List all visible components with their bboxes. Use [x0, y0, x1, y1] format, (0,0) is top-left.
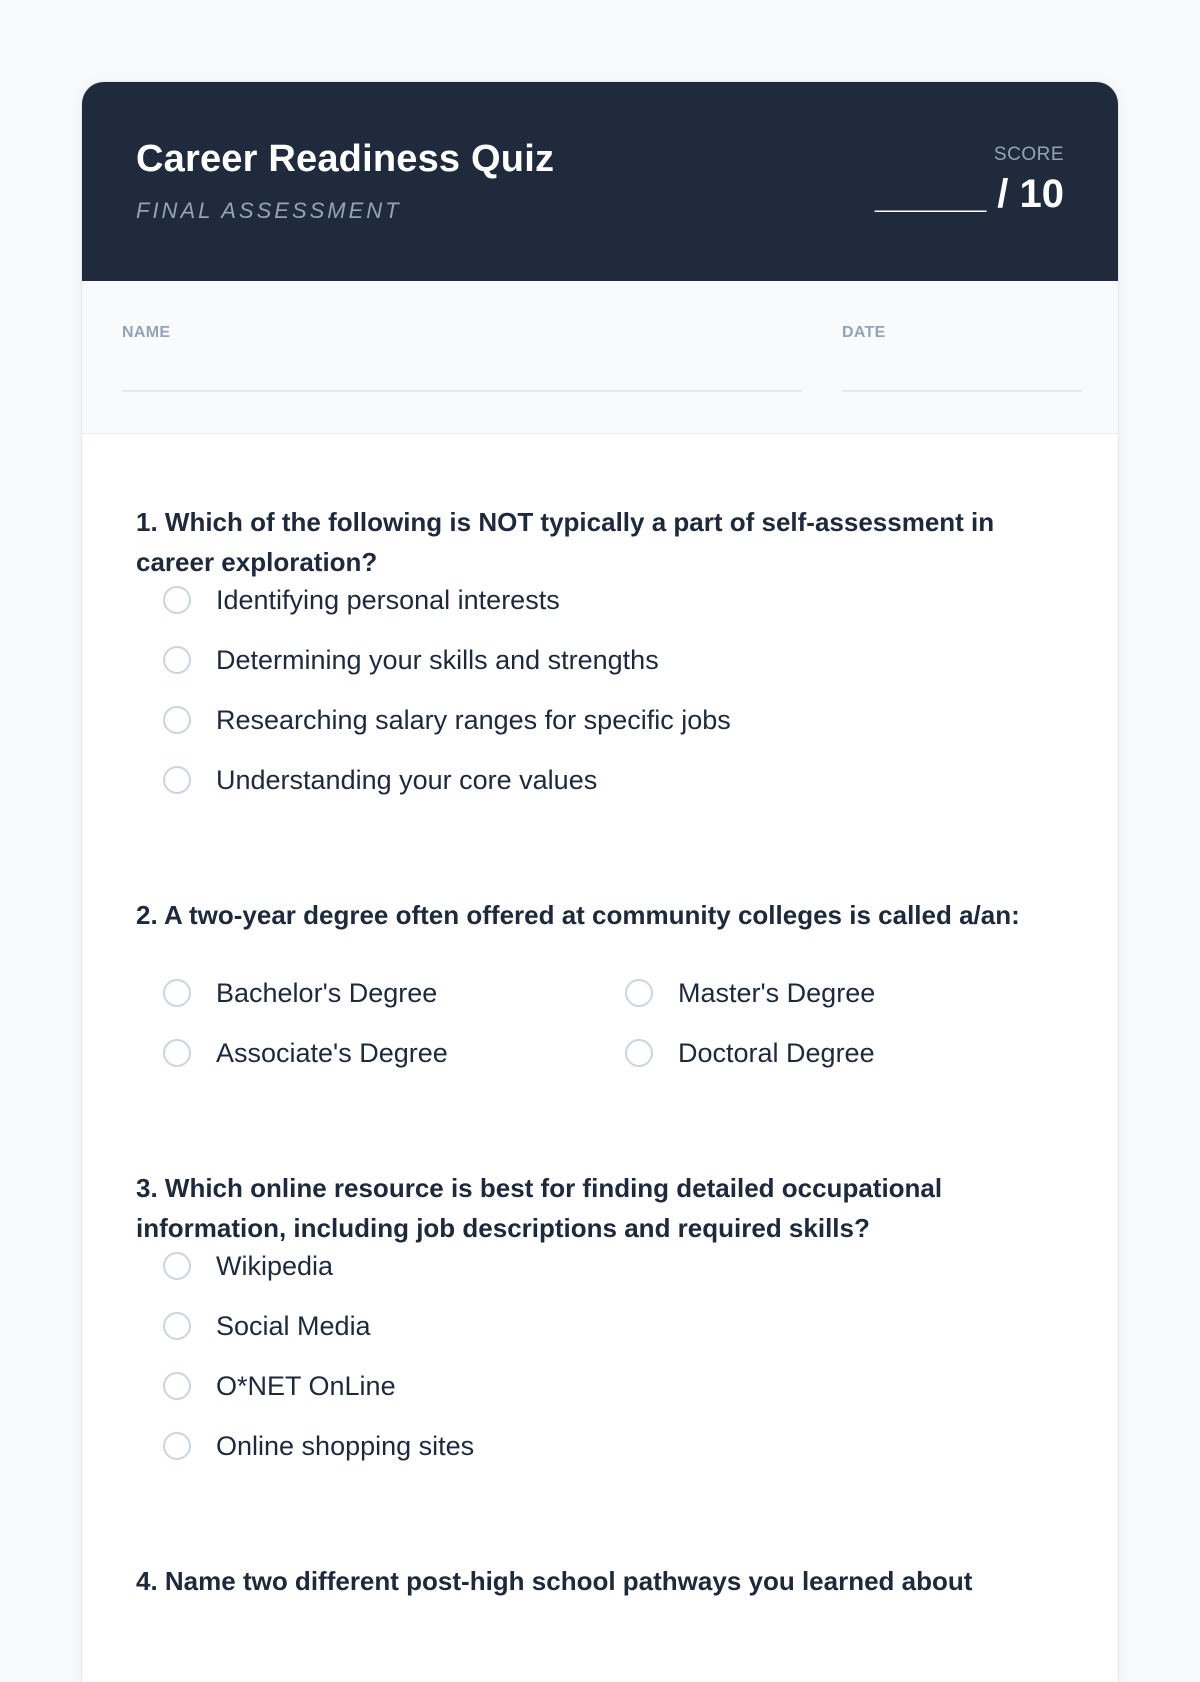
radio-button[interactable]: [163, 1372, 191, 1400]
question-3-option-a[interactable]: [163, 1246, 333, 1286]
radio-button[interactable]: [625, 979, 653, 1007]
name-input-line[interactable]: [122, 390, 802, 392]
question-1-option-d[interactable]: [163, 760, 597, 800]
date-label: DATE: [842, 324, 886, 341]
question-3-option-c[interactable]: [163, 1366, 396, 1406]
option-label: Doctoral Degree: [678, 1037, 875, 1068]
option-label: O*NET OnLine: [216, 1370, 396, 1401]
option-label: Researching salary ranges for specific jobs: [216, 704, 731, 735]
option-label: Wikipedia: [216, 1250, 334, 1281]
student-info-section: [82, 281, 1118, 434]
radio-button[interactable]: [625, 1039, 653, 1067]
radio-button[interactable]: [163, 979, 191, 1007]
option-label: Identifying personal interests: [216, 584, 560, 615]
option-label: Determining your skills and strengths: [216, 644, 659, 675]
quiz-header: [82, 82, 1118, 281]
date-input-line[interactable]: [842, 390, 1082, 392]
question-1-option-a[interactable]: [163, 580, 560, 620]
radio-button[interactable]: [163, 1312, 191, 1340]
question-2-option-d[interactable]: [625, 1033, 875, 1073]
radio-button[interactable]: [163, 1432, 191, 1460]
option-label: Master's Degree: [678, 977, 876, 1008]
question-2-option-c[interactable]: [163, 1033, 448, 1073]
question-3-option-b[interactable]: [163, 1306, 371, 1346]
question-2-option-b[interactable]: [625, 973, 875, 1013]
quiz-subtitle: FINAL ASSESSMENT: [136, 198, 402, 223]
radio-button[interactable]: [163, 706, 191, 734]
question-2-option-a[interactable]: [163, 973, 437, 1013]
name-label: NAME: [122, 324, 171, 341]
question-1-text: 1. Which of the following is NOT typically a part of self-assessment in career exploration?: [136, 507, 995, 577]
question-4-text: 4. Name two different post-high school pathways you learned about: [136, 1566, 973, 1596]
radio-button[interactable]: [163, 1039, 191, 1067]
question-3-text: 3. Which online resource is best for finding detailed occupational information, including job descriptions and required skills?: [136, 1173, 943, 1243]
radio-button[interactable]: [163, 646, 191, 674]
score-value: _____ / 10: [874, 172, 1064, 216]
option-label: Associate's Degree: [216, 1037, 448, 1068]
option-label: Social Media: [216, 1310, 371, 1341]
score-label: SCORE: [993, 144, 1064, 165]
question-2-text: 2. A two-year degree often offered at community colleges is called a/an:: [136, 900, 1020, 930]
quiz-card: [82, 82, 1118, 1682]
radio-button[interactable]: [163, 766, 191, 794]
question-1-option-c[interactable]: [163, 700, 731, 740]
radio-button[interactable]: [163, 586, 191, 614]
question-1-option-b[interactable]: [163, 640, 659, 680]
quiz-title: Career Readiness Quiz: [136, 138, 555, 180]
option-label: Bachelor's Degree: [216, 977, 438, 1008]
radio-button[interactable]: [163, 1252, 191, 1280]
question-3-option-d[interactable]: [163, 1426, 474, 1466]
option-label: Understanding your core values: [216, 764, 598, 795]
option-label: Online shopping sites: [216, 1430, 475, 1461]
